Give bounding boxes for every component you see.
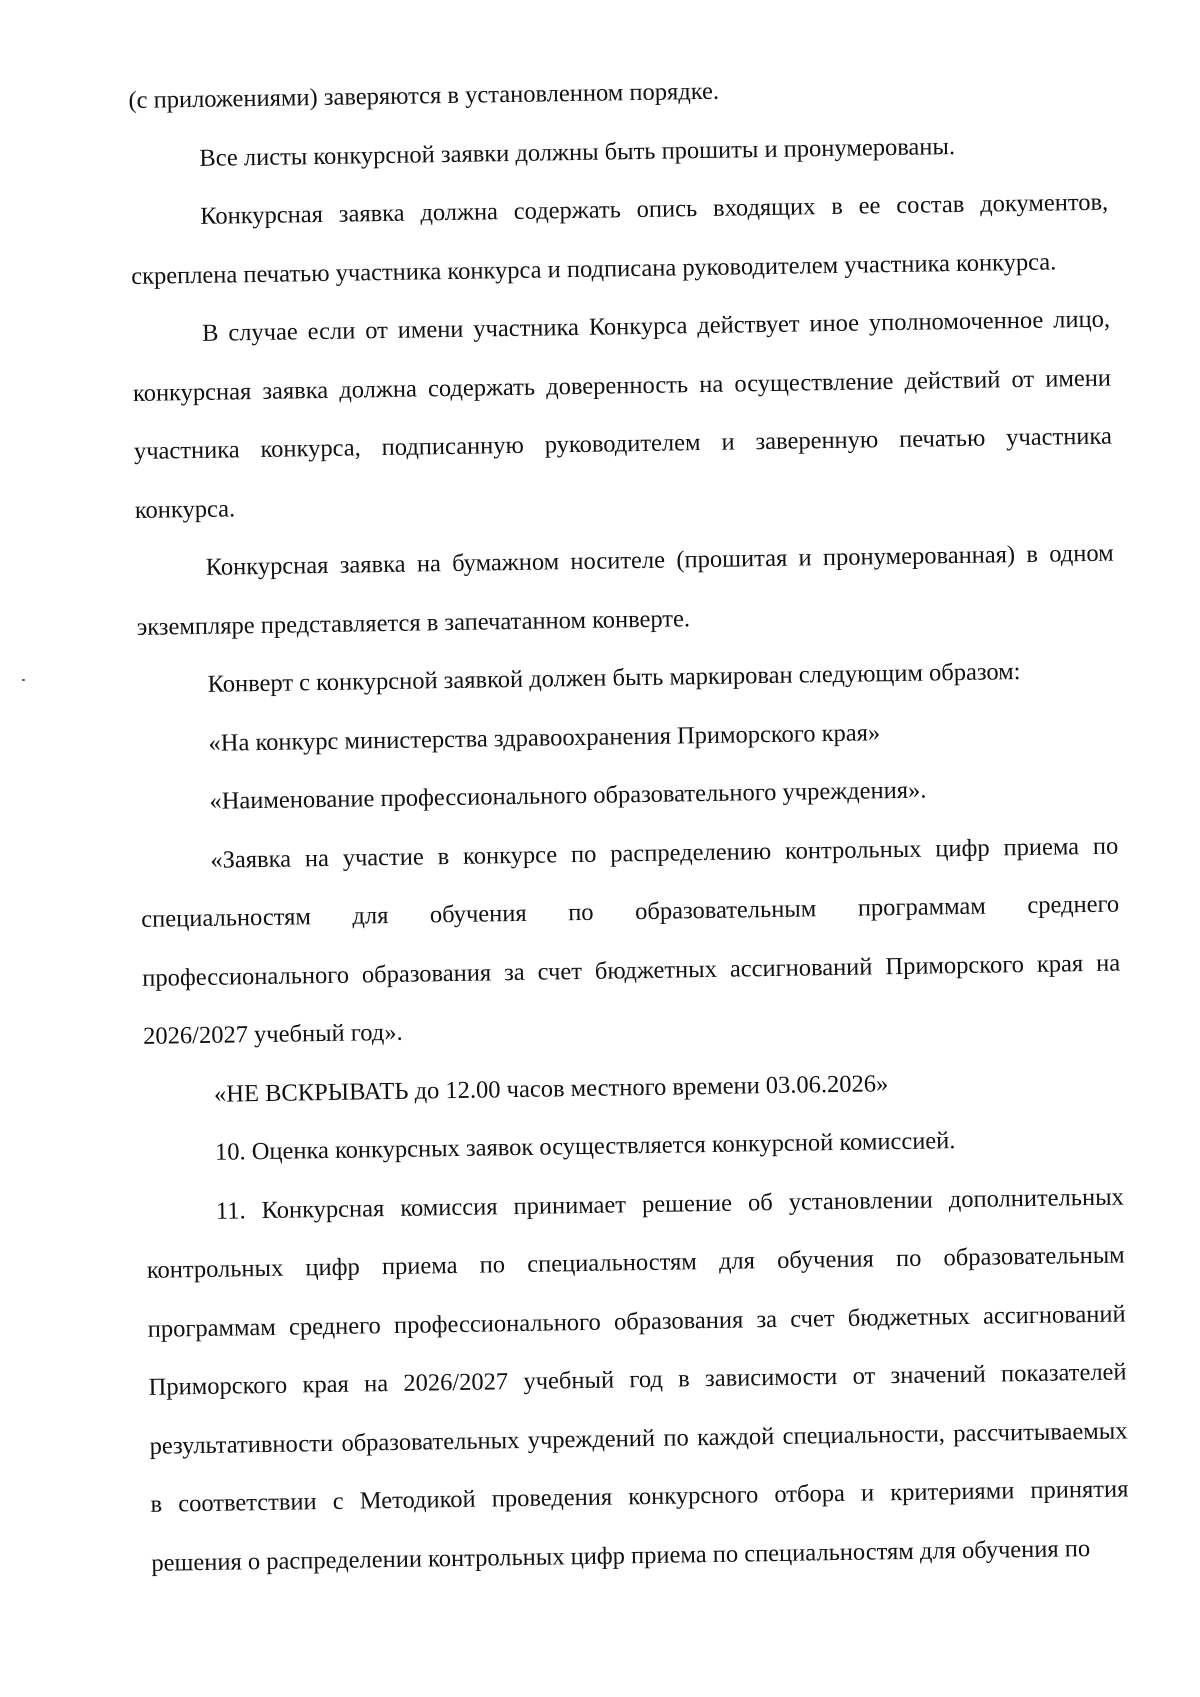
paragraph-power-of-attorney: В случае если от имени участника Конкурса действует иное уполномоченное лицо, конкурсная заявка должна содержать доверенность на осуществление действий от имени участника конкурса, подписанную руководителем и заверенную печатью участника конкурса.	[132, 305, 1113, 524]
paragraph-item-11: 11. Конкурсная комиссия принимает решение об установлении дополнительных контрольных цифр приема по специальностям для обучения по образовательным программам среднего профессионального образования за счет бюджетных ассигнований Приморского края на 2026/2027 учебный год в зависимости от значений показателей результативности образовательных учреждений по каждой специальности, рассчитываемых в соответствии с Методикой проведения конкурсного отбора и критериями принятия решения о распределении контрольных цифр приема по специальностям для обучения по	[146, 1182, 1129, 1577]
paragraph-continuation: (с приложениями) заверяются в установленном порядке.	[128, 77, 720, 114]
envelope-line-institution: «Наименование профессионального образовательного учреждения».	[209, 776, 927, 815]
document-body	[128, 57, 1130, 1593]
envelope-line-contest: «На конкурс министерства здравоохранения Приморского края»	[208, 718, 881, 757]
envelope-line-do-not-open: «НЕ ВСКРЫВАТЬ до 12.00 часов местного времени 03.06.2026»	[213, 1069, 889, 1108]
paragraph-paper-copy: Конкурсная заявка на бумажном носителе (прошитая и пронумерованная) в одном экземпляре представляется в запечатанном конверте.	[136, 539, 1114, 641]
paragraph-sheets-numbered: Все листы конкурсной заявки должны быть прошиты и пронумерованы.	[199, 132, 956, 172]
envelope-line-application: «Заявка на участие в конкурсе по распределению контрольных цифр приема по специальностям для обучения по образовательным программам среднего профессионального образования за счет бюджетных ассигнований Приморского края на 2026/2027 учебный год».	[141, 832, 1121, 1050]
scan-speck	[22, 679, 25, 681]
paragraph-envelope-marking: Конверт с конкурсной заявкой должен быть маркирован следующим образом:	[207, 658, 1021, 698]
paragraph-item-10: 10. Оценка конкурсных заявок осуществляется конкурсной комиссией.	[214, 1127, 956, 1166]
paragraph-inventory: Конкурсная заявка должна содержать опись входящих в ее состав документов, скреплена печатью участника конкурса и подписана руководителем участника конкурса.	[130, 188, 1109, 290]
